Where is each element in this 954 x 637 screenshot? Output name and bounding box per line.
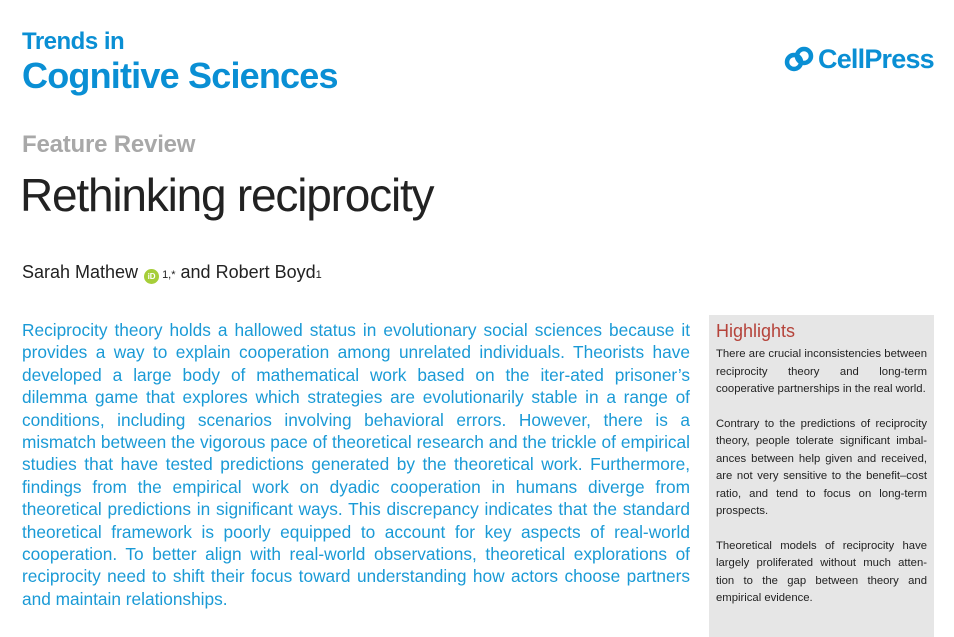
author-name: Sarah Mathew [22,262,139,282]
article-title: Rethinking reciprocity [20,169,434,221]
abstract: Reciprocity theory holds a hallowed status in evolutionary social sciences because it provides a way to explain cooperation among unrelated individuals. Theorists have developed a large body of mathematical work based on the iter-ated prisoner’s dilemma game that explores which strategies are evolutionarily stable in a range of conditions, including scenarios involving behavioral errors. However, there is a mismatch between the vigorous pace of theoretical research and the trickle of empirical studies that have tested predictions generated by the theoretical work. Furthermore, findings from the empirical work on dyadic cooperation in humans diverge from theoretical predictions in significant ways. This discrepancy indicates that the standard theoretical framework is poorly equipped to account for key aspects of real-world cooperation. To better align with real-world observations, theoretical explorations of reciprocity need to shift their focus toward understanding how actors choose partners and maintain relationships. [22,320,690,609]
publisher-logo [784,44,934,75]
article-section: Feature Review [22,131,196,158]
highlight-item: There are crucial inconsistencies between reciprocity theory and long-term cooperative partnerships in the real world. [716,348,927,395]
highlight-item: Theoretical models of reciprocity have largely proliferated without much atten-tion to the gap between theory and empirical evidence. [716,539,927,604]
journal-title-line1: Trends in [22,28,125,55]
author-affiliation: 1,* [162,269,176,281]
author-conjunction: and [180,262,211,282]
journal-title-line2: Cognitive Sciences [22,55,338,96]
highlight-item: Contrary to the predictions of reciprocity theory, people tolerate significant imbal-ances between help given and received, are not very sensitive to the benefit–cost ratio, and tend to focus on long-term prospects. [716,417,927,517]
cellpress-logo-icon [784,46,814,74]
publisher-name: CellPress [818,44,934,74]
highlights-title: Highlights [716,321,796,341]
orcid-icon[interactable]: iD [144,269,159,284]
highlights-box [709,315,934,637]
journal-title [22,28,338,96]
author-name: Robert Boyd [215,262,316,282]
author-list [22,262,322,283]
author-affiliation: 1 [315,269,322,281]
